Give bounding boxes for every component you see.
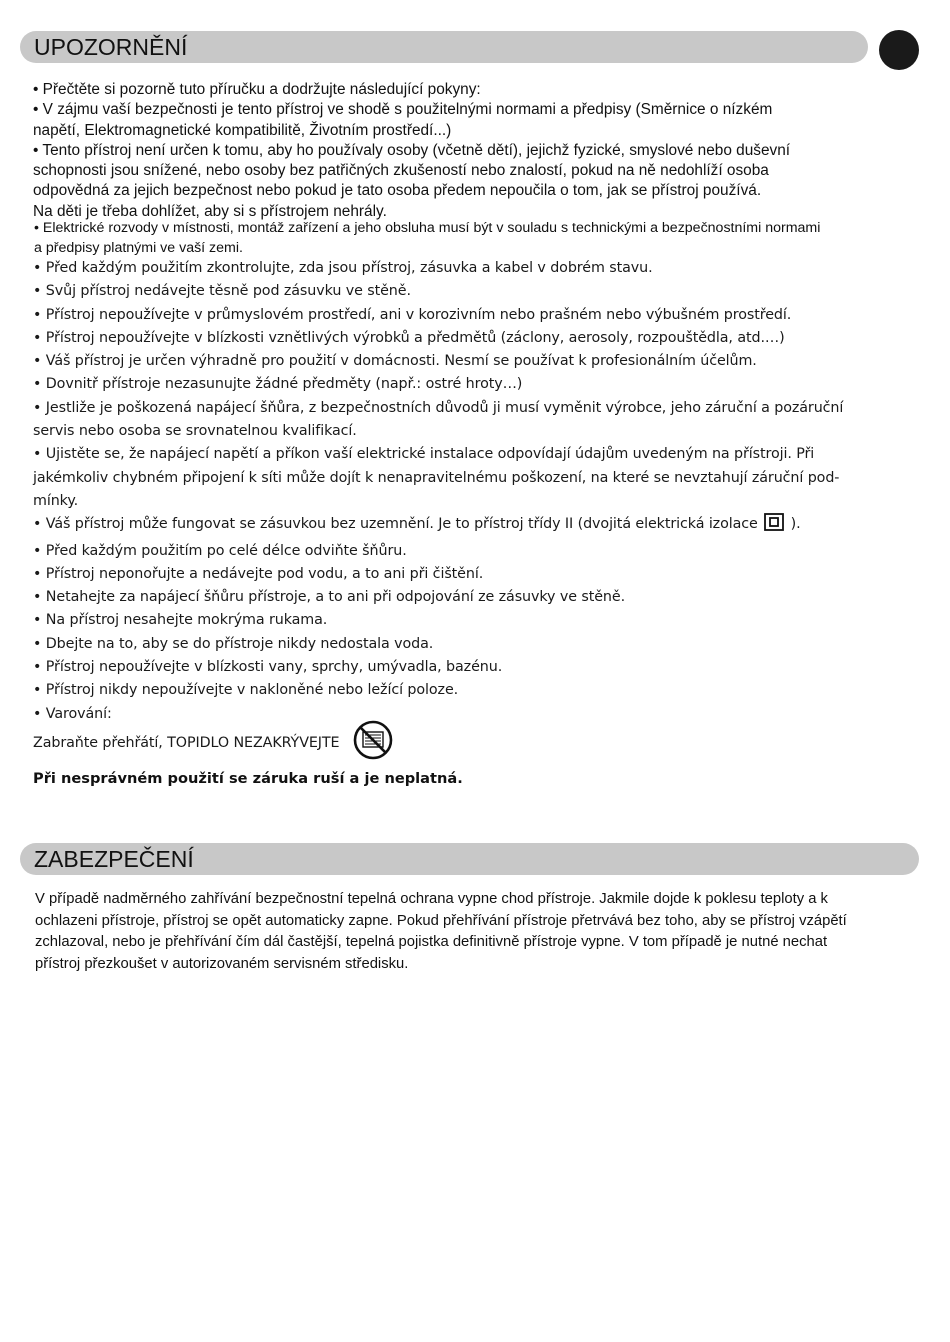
list-item: servis nebo osoba se srovnatelnou kvalifikací.	[33, 423, 357, 440]
list-item: • Dovnitř přístroje nezasunujte žádné předměty (např.: ostré hroty…)	[33, 376, 523, 393]
text-line: a předpisy platnými ve vaší zemi.	[34, 240, 243, 256]
list-item: • Svůj přístroj nedávejte těsně pod zásuvku ve stěně.	[33, 283, 411, 300]
class-ii-suffix: ).	[790, 516, 801, 533]
text-line: ochlazeni přístroje, přístroj se opět automaticky zapne. Pokud přehřívání přístroje přetrvává bez toho, aby se přístroj vzápětí	[35, 912, 847, 929]
text-line: • Tento přístroj není určen k tomu, aby ho používaly osoby (včetně dětí), jejichž fyzické, smyslové nebo duševní	[33, 141, 791, 159]
intro-paragraph	[33, 80, 913, 222]
text-line: odpovědná za jejich bezpečnost nebo pokud je tato osoba předem nepoučila o tom, jak se přístroj používá.	[33, 182, 762, 200]
safety-bullet-list	[33, 257, 918, 764]
do-not-cover-icon	[340, 720, 394, 768]
text-line: • Elektrické rozvody v místnosti, montáž zařízení a jeho obsluha musí být v souladu s technickými a bezpečnostními normami	[34, 220, 821, 236]
warning-row	[33, 724, 918, 764]
section-title: UPOZORNĚNÍ	[34, 34, 188, 60]
text-line: • Přečtěte si pozorně tuto příručku a dodržujte následující pokyny:	[33, 81, 481, 98]
list-item: mínky.	[33, 492, 79, 509]
list-item: jakémkoliv chybném připojení k síti může dojít k nenapravitelnému poškození, na které se nevztahují záruční pod-	[33, 469, 840, 486]
section-header-warnings	[20, 31, 868, 63]
warning-text: Zabraňte přehřátí, TOPIDLO NEZAKRÝVEJTE	[33, 735, 340, 752]
section-title: ZABEZPEČENÍ	[34, 846, 194, 872]
section-header-protection	[20, 843, 919, 875]
text-line: Na děti je třeba dohlížet, aby si s přístrojem nehrály.	[33, 202, 387, 220]
list-item: • Netahejte za napájecí šňůru přístroje, a to ani při odpojování ze zásuvky ve stěně.	[33, 589, 626, 606]
list-item: • Varování:	[33, 705, 112, 722]
list-item: • Přístroj nikdy nepoužívejte v nakloněné nebo ležící poloze.	[33, 682, 459, 699]
text-line: napětí, Elektromagnetické kompatibilitě, Životním prostředí...)	[33, 121, 452, 139]
class-ii-double-square-icon	[764, 513, 784, 539]
warranty-note: Při nesprávném použití se záruka ruší a je neplatná.	[33, 770, 463, 787]
list-item: • Přístroj neponořujte a nedávejte pod vodu, a to ani při čištění.	[33, 565, 484, 582]
class-ii-text: • Váš přístroj může fungovat se zásuvkou bez uzemnění. Je to přístroj třídy II (dvojitá elektrická izolace	[33, 516, 758, 533]
text-line: • V zájmu vaší bezpečnosti je tento přístroj ve shodě s použitelnými normami a předpisy (Směrnice o nízkém	[33, 101, 773, 119]
list-item: • Váš přístroj je určen výhradně pro použití v domácnosti. Nesmí se používat k profesionálním účelům.	[33, 353, 757, 370]
text-line: schopnosti jsou snížené, nebo osoby bez patřičných zkušeností nebo znalostí, pokud na ně nedohlíží osoba	[33, 162, 769, 180]
list-item: • Na přístroj nesahejte mokrýma rukama.	[33, 612, 328, 629]
list-item: • Před každým použitím zkontrolujte, zda jsou přístroj, zásuvka a kabel v dobrém stavu.	[33, 260, 653, 276]
list-item: • Před každým použitím po celé délce odviňte šňůru.	[33, 542, 407, 559]
list-item-class-ii	[33, 513, 918, 539]
text-line: V případě nadměrného zahřívání bezpečnostní tepelná ochrana vypne chod přístroje. Jakmile dojde k poklesu teploty a k	[35, 891, 828, 907]
wiring-note	[34, 218, 924, 258]
list-item: • Jestliže je poškozená napájecí šňůra, z bezpečnostních důvodů ji musí vyměnit výrobce, jeho záruční a pozáruční	[33, 399, 844, 416]
list-item: • Ujistěte se, že napájecí napětí a příkon vaší elektrické instalace odpovídají údajům uvedeným na přístroji. Při	[33, 446, 815, 463]
text-line: zchlazoval, nebo je přehřívání čím dál častější, tepelná pojistka definitivně přístroje vypne. V tom případě je nutné nechat	[35, 934, 828, 950]
page-marker-icon	[879, 30, 919, 70]
text-line: přístroj přezkoušet v autorizovaném servisném středisku.	[35, 955, 409, 972]
list-item: • Přístroj nepoužívejte v průmyslovém prostředí, ani v korozivním nebo prašném nebo výbušném prostředí.	[33, 306, 792, 323]
list-item: • Přístroj nepoužívejte v blízkosti vznětlivých výrobků a předmětů (záclony, aerosoly, rozpouštědla, atd.…)	[33, 329, 785, 346]
list-item: • Dbejte na to, aby se do přístroje nikdy nedostala voda.	[33, 635, 434, 652]
list-item: • Přístroj nepoužívejte v blízkosti vany, sprchy, umývadla, bazénu.	[33, 659, 503, 676]
protection-paragraph	[35, 889, 915, 975]
